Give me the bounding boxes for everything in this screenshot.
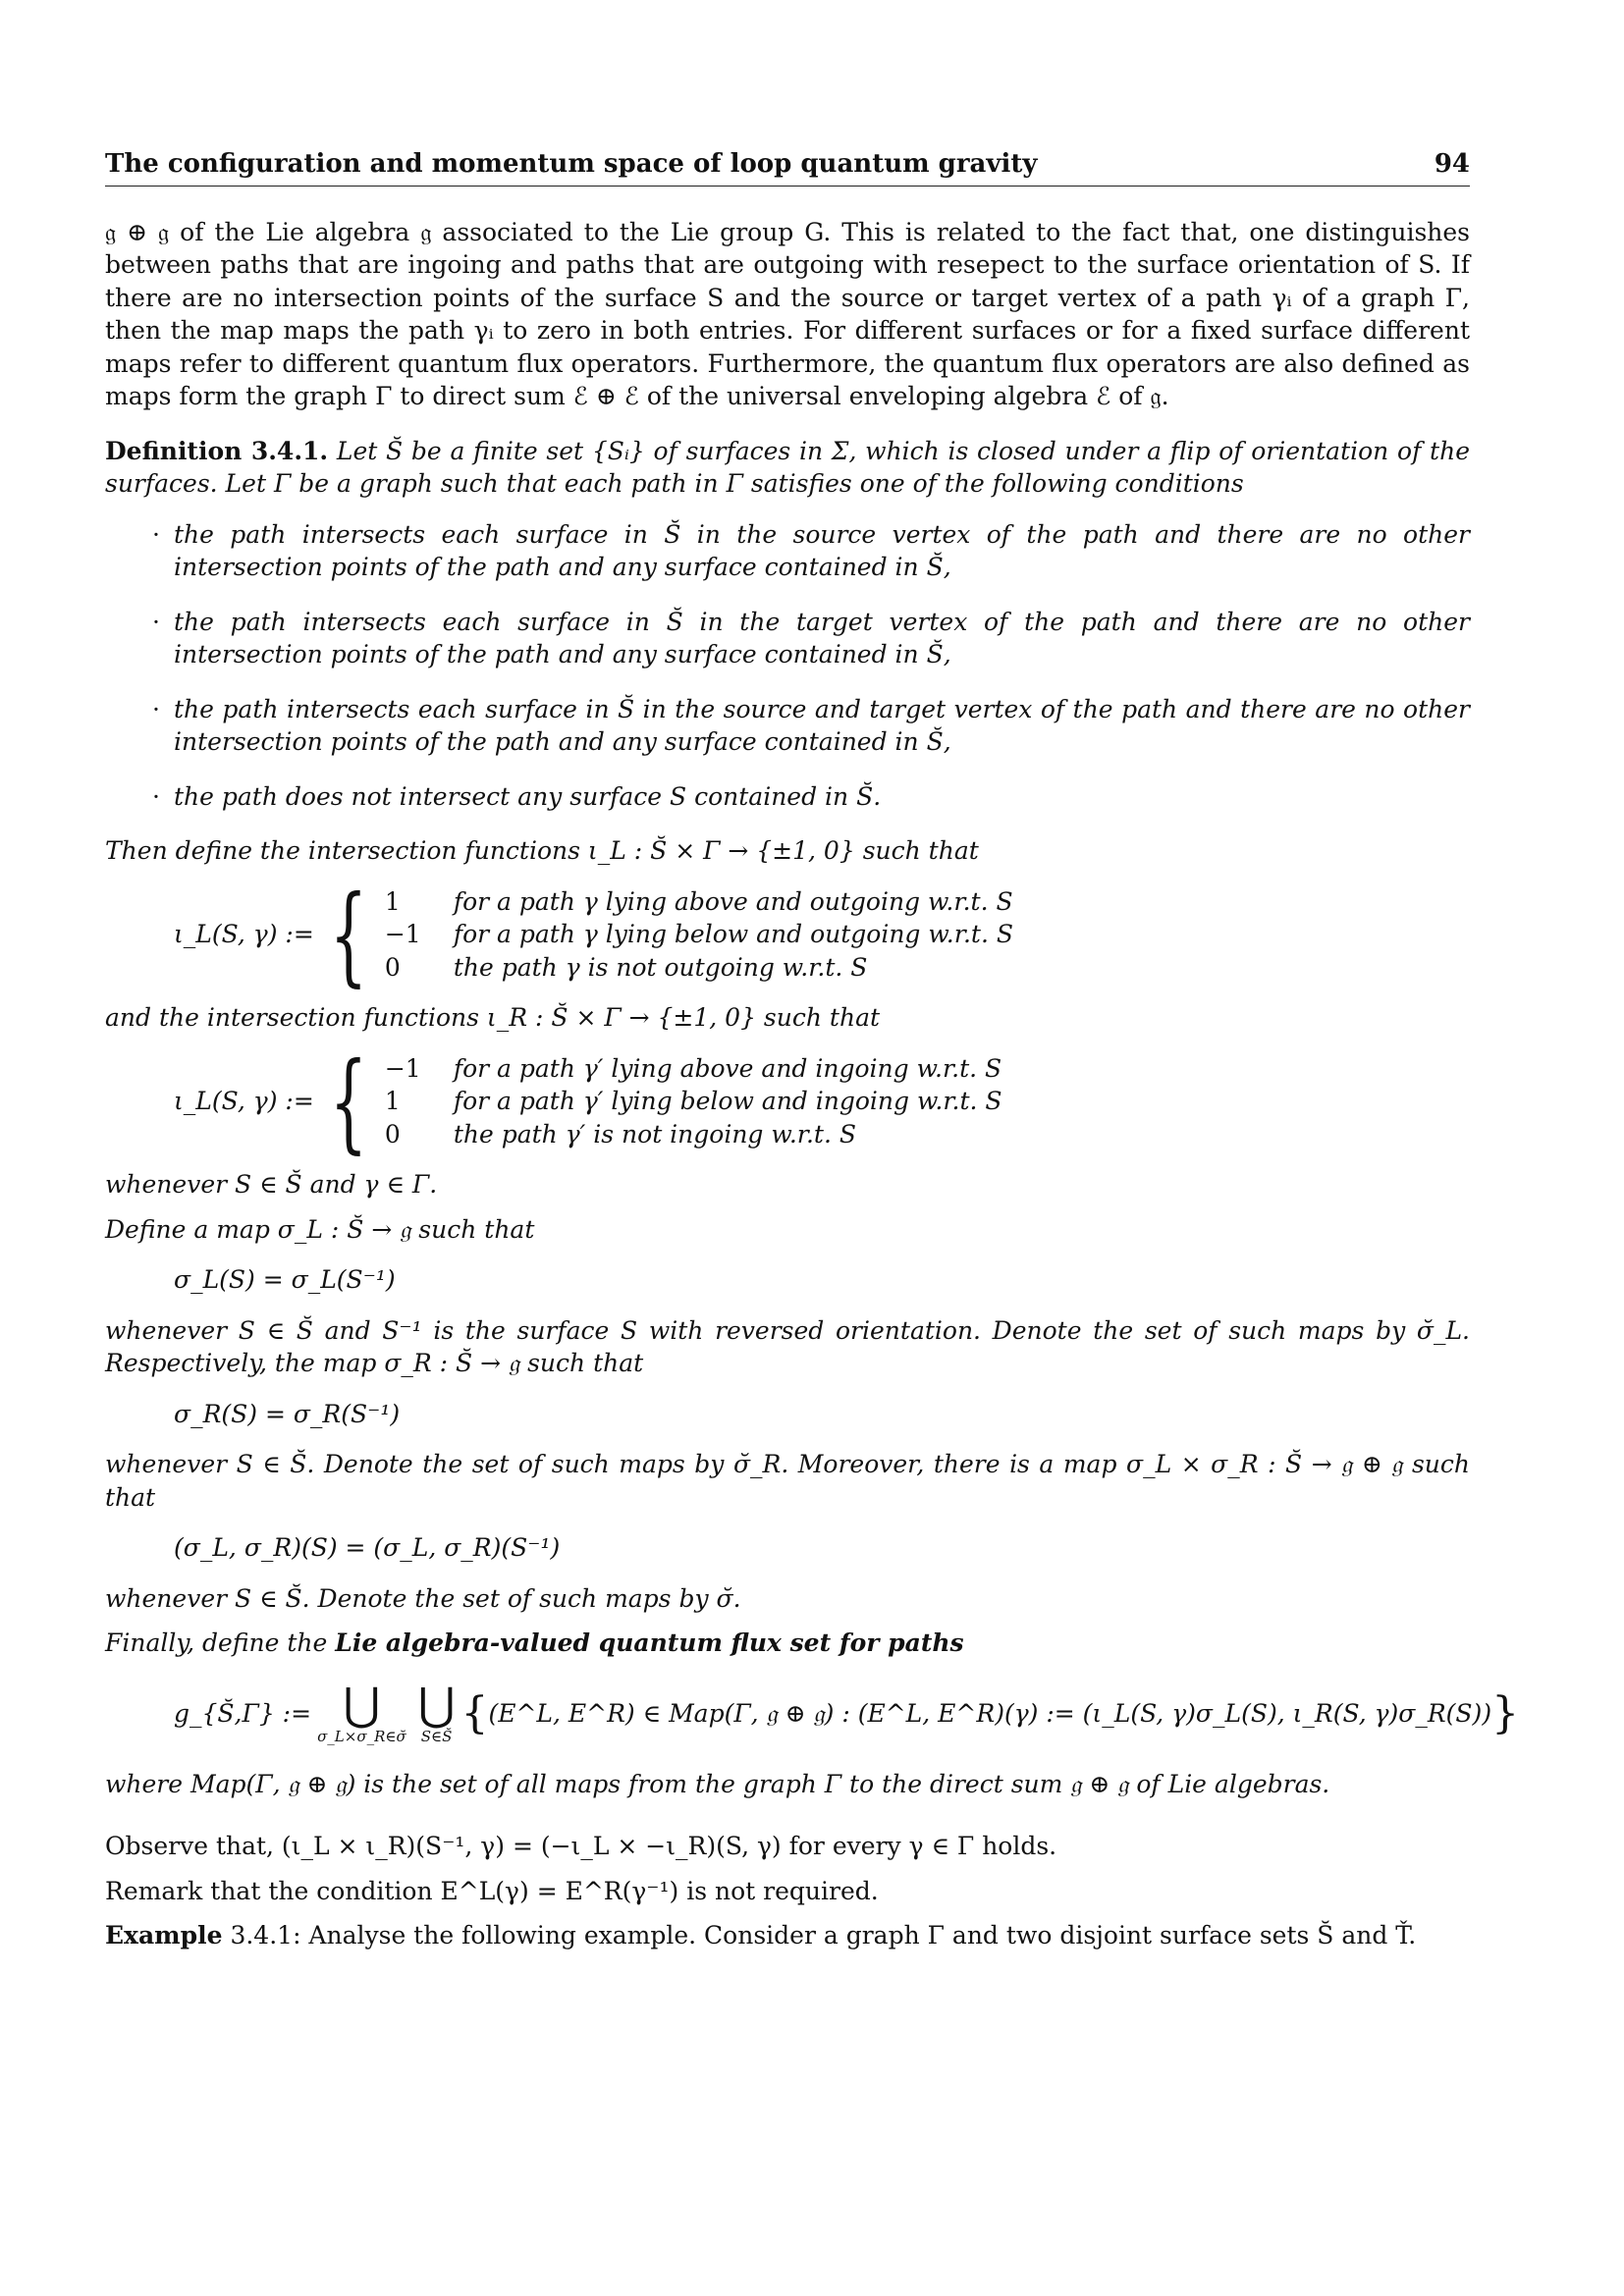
cases-lhs: ι_L(S, γ) := [174, 1087, 314, 1116]
condition-text: the path does not intersect any surface S contained in S̆. [174, 781, 882, 811]
condition-text: the path intersects each surface in S̆ in the source and target vertex of the path and there are no other intersection points of the path and any surface contained in S̆, [174, 694, 1470, 757]
condition-text: the path intersects each surface in S̆ in the target vertex of the path and there are no other intersection points of the path and any surface contained in S̆, [174, 607, 1470, 669]
case-condition: the path γ′ is not ingoing w.r.t. S [453, 1119, 856, 1148]
case-row [385, 885, 1013, 919]
condition-item: · the path does not intersect any surface S contained in S̆. [152, 781, 882, 811]
finally-line [105, 1627, 1470, 1660]
condition-item: · the path intersects each surface in S̆ in the source vertex of the path and there are no other intersection points of the path and any surface contained in S̆, [152, 519, 1470, 582]
definition-statement [105, 435, 1470, 501]
union-subscript: S∈S̆ [420, 1727, 453, 1745]
case-value: 1 [384, 1087, 401, 1116]
whenever-4: whenever S ∈ S̆. Denote the set of such maps by σ̆. [105, 1583, 741, 1613]
union-symbol: ⋃ [417, 1677, 456, 1731]
open-brace: { [460, 1687, 489, 1738]
whenever-1: whenever S ∈ S̆ and γ ∈ Γ. [105, 1170, 438, 1200]
whenever-3: whenever S ∈ S̆. Denote the set of such maps by σ̆_R. Moreover, there is a map σ_L × σ_R : S̆ → 𝔤 ⊕ 𝔤 such that [105, 1450, 1470, 1512]
example-text: 3.4.1: Analyse the following example. Consider a graph Γ and two disjoint surface sets S̆ and Ť. [230, 1921, 1417, 1950]
big-union [417, 1677, 456, 1746]
cases-lhs: ι_L(S, γ) := [174, 920, 314, 949]
remark-line: Remark that the condition E^L(γ) = E^R(γ⁻¹) is not required. [105, 1876, 879, 1905]
page-number: 94 [1434, 149, 1470, 179]
definition-label: Definition 3.4.1. [105, 436, 329, 465]
left-brace: { [329, 872, 368, 998]
case-value: −1 [384, 1053, 421, 1083]
equation-sigma-pair: (σ_L, σ_R)(S) = (σ_L, σ_R)(S⁻¹) [174, 1533, 561, 1563]
page-body [105, 147, 1520, 1952]
where-line: where Map(Γ, 𝔤 ⊕ 𝔤) is the set of all maps from the graph Γ to the direct sum 𝔤 ⊕ 𝔤 of Lie algebras. [105, 1769, 1330, 1798]
define-sigma-L: Define a map σ_L : S̆ → 𝔤 such that [105, 1214, 535, 1244]
observe-line: Observe that, (ι_L × ι_R)(S⁻¹, γ) = (−ι_L × −ι_R)(S, γ) for every γ ∈ Γ holds. [105, 1832, 1057, 1861]
case-row [385, 1118, 1002, 1151]
case-row [385, 1052, 1002, 1086]
flux-body: (E^L, E^R) ∈ Map(Γ, 𝔤 ⊕ 𝔤) : (E^L, E^R)(γ) := (ι_L(S, γ)σ_L(S), ι_R(S, γ)σ_R(S)) [488, 1699, 1492, 1729]
case-value: 0 [384, 952, 401, 982]
union-symbol: ⋃ [343, 1677, 381, 1731]
running-header [105, 147, 1470, 187]
header-title: The configuration and momentum space of loop quantum gravity [105, 149, 1038, 179]
case-value: −1 [384, 920, 421, 949]
case-row [385, 951, 1013, 985]
cases-iota-L [174, 872, 1470, 998]
whenever-2: whenever S ∈ S̆ and S⁻¹ is the surface S with reversed orientation. Denote the set of such maps by σ̆_L. Respectively, the map σ_R : S̆ → 𝔤 such that [105, 1315, 1470, 1378]
case-value: 0 [384, 1119, 401, 1148]
case-row [385, 918, 1013, 951]
case-condition: for a path γ lying below and outgoing w.r.t. S [453, 920, 1013, 949]
cases-iota-R [174, 1039, 1470, 1165]
iota-R-intro: and the intersection functions ι_R : S̆ × Γ → {±1, 0} such that [105, 1003, 881, 1033]
example-line [105, 1919, 1470, 1952]
iota-L-intro: Then define the intersection functions ι_L : S̆ × Γ → {±1, 0} such that [105, 836, 979, 866]
condition-item: · the path intersects each surface in S̆ in the source and target vertex of the path and there are no other intersection points of the path and any surface contained in S̆, [152, 694, 1470, 757]
left-brace: { [329, 1039, 368, 1165]
intro-paragraph: 𝔤 ⊕ 𝔤 of the Lie algebra 𝔤 associated to the Lie group G. This is related to the fact that, one distinguishes between paths that are ingoing and paths that are outgoing with resepect to the surface orientation of S. If there are no intersection points of the surface S and the source or target vertex of a path γᵢ of a graph Γ, then the map maps the path γᵢ to zero in both entries. For different surfaces or for a fixed surface different maps refer to different quantum flux operators. Furthermore, the quantum flux operators are also defined as maps form the graph Γ to direct sum ℰ ⊕ ℰ of the universal enveloping algebra ℰ of 𝔤. [105, 217, 1470, 411]
case-condition: for a path γ′ lying above and ingoing w.r.t. S [453, 1053, 1002, 1083]
example-label: Example [105, 1921, 223, 1950]
flux-set-equation [174, 1677, 1520, 1746]
close-brace: } [1491, 1687, 1520, 1738]
case-condition: the path γ is not outgoing w.r.t. S [453, 952, 868, 982]
equation-sigma-L: σ_L(S) = σ_L(S⁻¹) [174, 1265, 396, 1295]
condition-list [105, 518, 1470, 814]
case-row [385, 1085, 1002, 1118]
cases-table [385, 885, 1013, 985]
flux-set-term: Lie algebra-valued quantum flux set for paths [335, 1629, 964, 1658]
condition-text: the path intersects each surface in S̆ in the source vertex of the path and there are no other intersection points of the path and any surface contained in S̆, [174, 519, 1470, 582]
cases-table [385, 1052, 1002, 1151]
condition-item: · the path intersects each surface in S̆ in the target vertex of the path and there are no other intersection points of the path and any surface contained in S̆, [152, 607, 1470, 669]
flux-lhs: g_{S̆,Γ} := [174, 1699, 312, 1729]
union-subscript: σ_L×σ_R∈σ̆ [317, 1727, 406, 1745]
case-condition: for a path γ′ lying below and ingoing w.r.t. S [453, 1087, 1002, 1116]
big-union [317, 1677, 406, 1746]
case-value: 1 [384, 886, 401, 916]
finally-prefix: Finally, define the [105, 1629, 328, 1658]
equation-sigma-R: σ_R(S) = σ_R(S⁻¹) [174, 1399, 401, 1428]
case-condition: for a path γ lying above and outgoing w.r.t. S [453, 886, 1013, 916]
definition-text: Let S̆ be a finite set {Sᵢ} of surfaces in Σ, which is closed under a flip of orientation of the surfaces. Let Γ be a graph such that each path in Γ satisfies one of the following conditions [105, 436, 1470, 499]
